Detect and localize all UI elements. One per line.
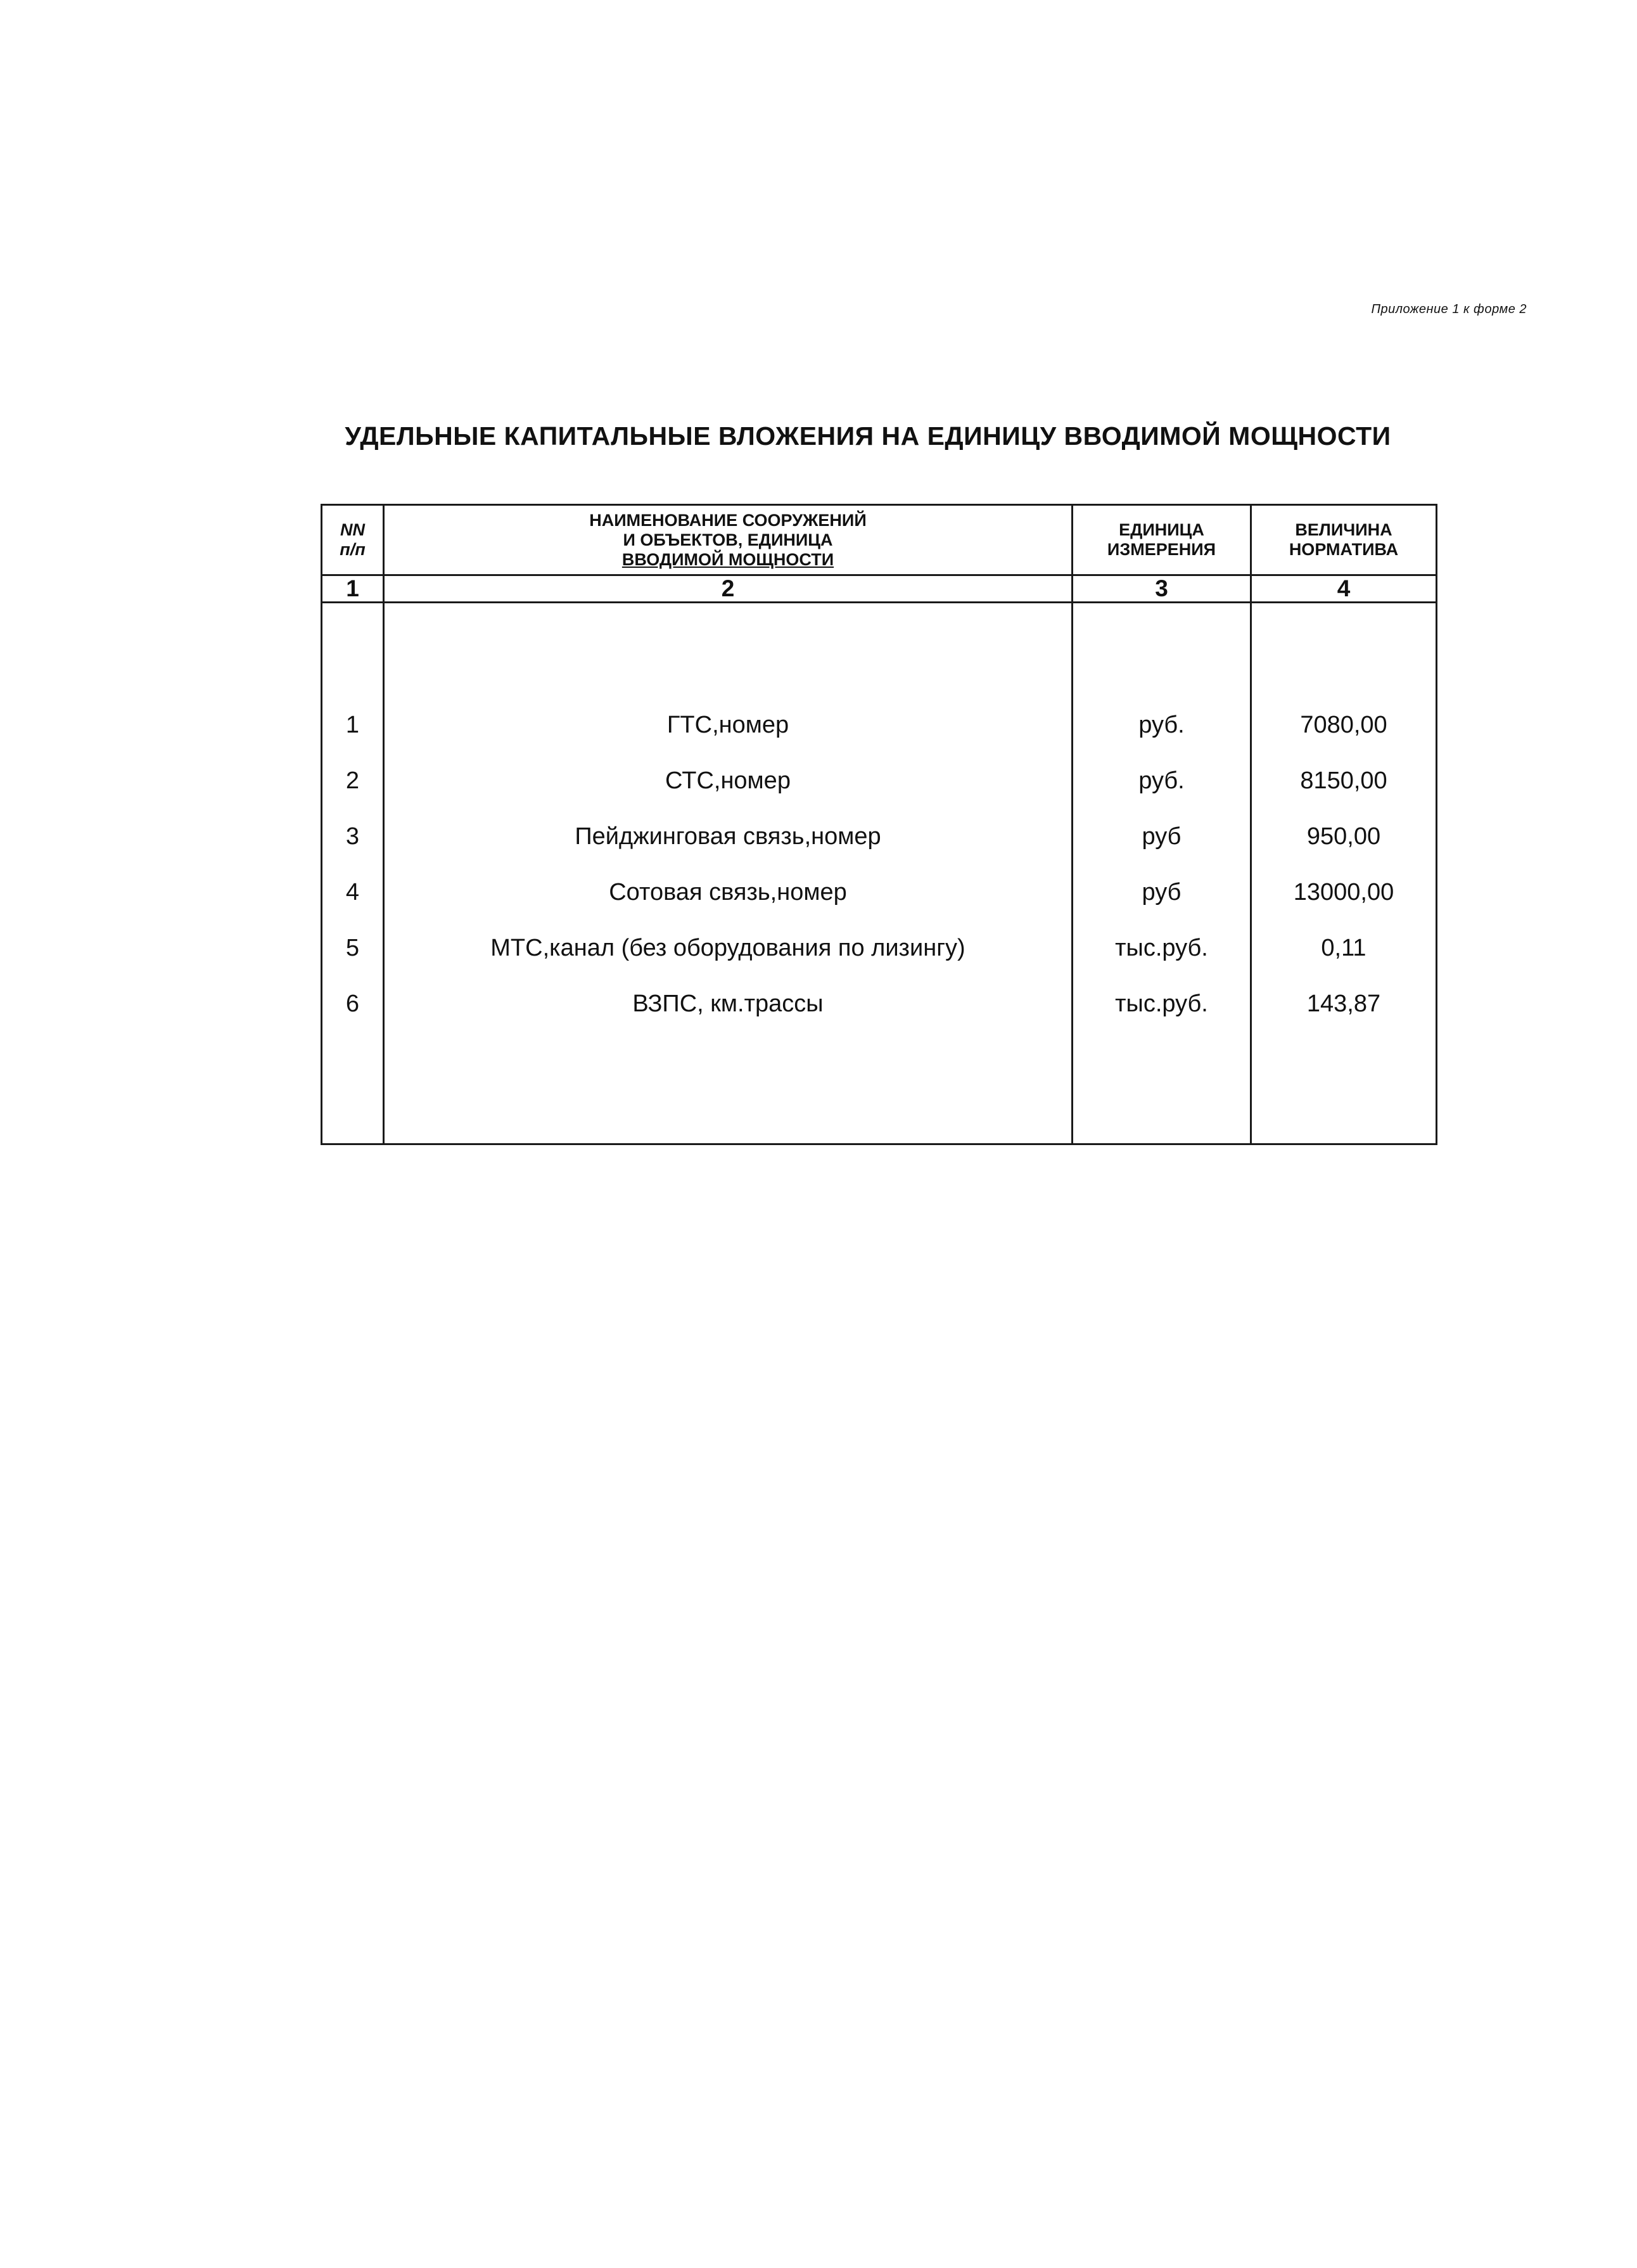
header-unit-line2: ИЗМЕРЕНИЯ xyxy=(1107,540,1216,559)
row-value: 8150,00 xyxy=(1251,753,1437,809)
row-number: 1 xyxy=(322,697,384,753)
row-unit: руб xyxy=(1073,864,1251,920)
row-name: ВЗПС, км.трассы xyxy=(384,976,1073,1032)
row-value: 143,87 xyxy=(1251,976,1437,1032)
table-spacer-row xyxy=(322,1032,1437,1144)
row-unit: руб. xyxy=(1073,753,1251,809)
row-name: Сотовая связь,номер xyxy=(384,864,1073,920)
header-name-line3: ВВОДИМОЙ МОЩНОСТИ xyxy=(621,549,834,569)
row-number: 4 xyxy=(322,864,384,920)
header-number-line1: NN xyxy=(340,520,365,539)
table-header-row xyxy=(322,505,1437,575)
row-name: Пейджинговая связь,номер xyxy=(384,809,1073,864)
table-row xyxy=(322,697,1437,753)
table-row xyxy=(322,976,1437,1032)
row-value: 13000,00 xyxy=(1251,864,1437,920)
table-spacer-row xyxy=(322,603,1437,698)
header-number xyxy=(322,505,384,575)
row-unit: тыс.руб. xyxy=(1073,976,1251,1032)
row-name: ГТС,номер xyxy=(384,697,1073,753)
header-value-line2: НОРМАТИВА xyxy=(1289,540,1399,559)
row-number: 2 xyxy=(322,753,384,809)
column-number: 4 xyxy=(1251,575,1437,603)
header-number-line2: п/п xyxy=(340,540,366,559)
row-value: 950,00 xyxy=(1251,809,1437,864)
table-row xyxy=(322,753,1437,809)
header-value xyxy=(1251,505,1437,575)
column-number-row xyxy=(322,575,1437,603)
header-value-line1: ВЕЛИЧИНА xyxy=(1295,520,1392,539)
row-name: МТС,канал (без оборудования по лизингу) xyxy=(384,920,1073,976)
document-title: УДЕЛЬНЫЕ КАПИТАЛЬНЫЕ ВЛОЖЕНИЯ НА ЕДИНИЦУ ВВОДИМОЙ МОЩНОСТИ xyxy=(345,421,1391,451)
annex-note: Приложение 1 к форме 2 xyxy=(1371,302,1527,316)
row-name: СТС,номер xyxy=(384,753,1073,809)
row-unit: руб xyxy=(1073,809,1251,864)
column-number: 2 xyxy=(384,575,1073,603)
row-unit: руб. xyxy=(1073,697,1251,753)
column-number: 1 xyxy=(322,575,384,603)
norms-table xyxy=(321,504,1437,1145)
table-row xyxy=(322,864,1437,920)
table-row xyxy=(322,809,1437,864)
table-row xyxy=(322,920,1437,976)
header-unit-line1: ЕДИНИЦА xyxy=(1119,520,1204,539)
row-number: 3 xyxy=(322,809,384,864)
norms-table-container xyxy=(321,504,1436,1137)
row-value: 0,11 xyxy=(1251,920,1437,976)
row-number: 6 xyxy=(322,976,384,1032)
row-value: 7080,00 xyxy=(1251,697,1437,753)
row-unit: тыс.руб. xyxy=(1073,920,1251,976)
header-name-line2: И ОБЪЕКТОВ, ЕДИНИЦА xyxy=(623,530,833,549)
column-number: 3 xyxy=(1073,575,1251,603)
header-name xyxy=(384,505,1073,575)
header-name-line1: НАИМЕНОВАНИЕ СООРУЖЕНИЙ xyxy=(589,510,867,530)
header-unit xyxy=(1073,505,1251,575)
row-number: 5 xyxy=(322,920,384,976)
